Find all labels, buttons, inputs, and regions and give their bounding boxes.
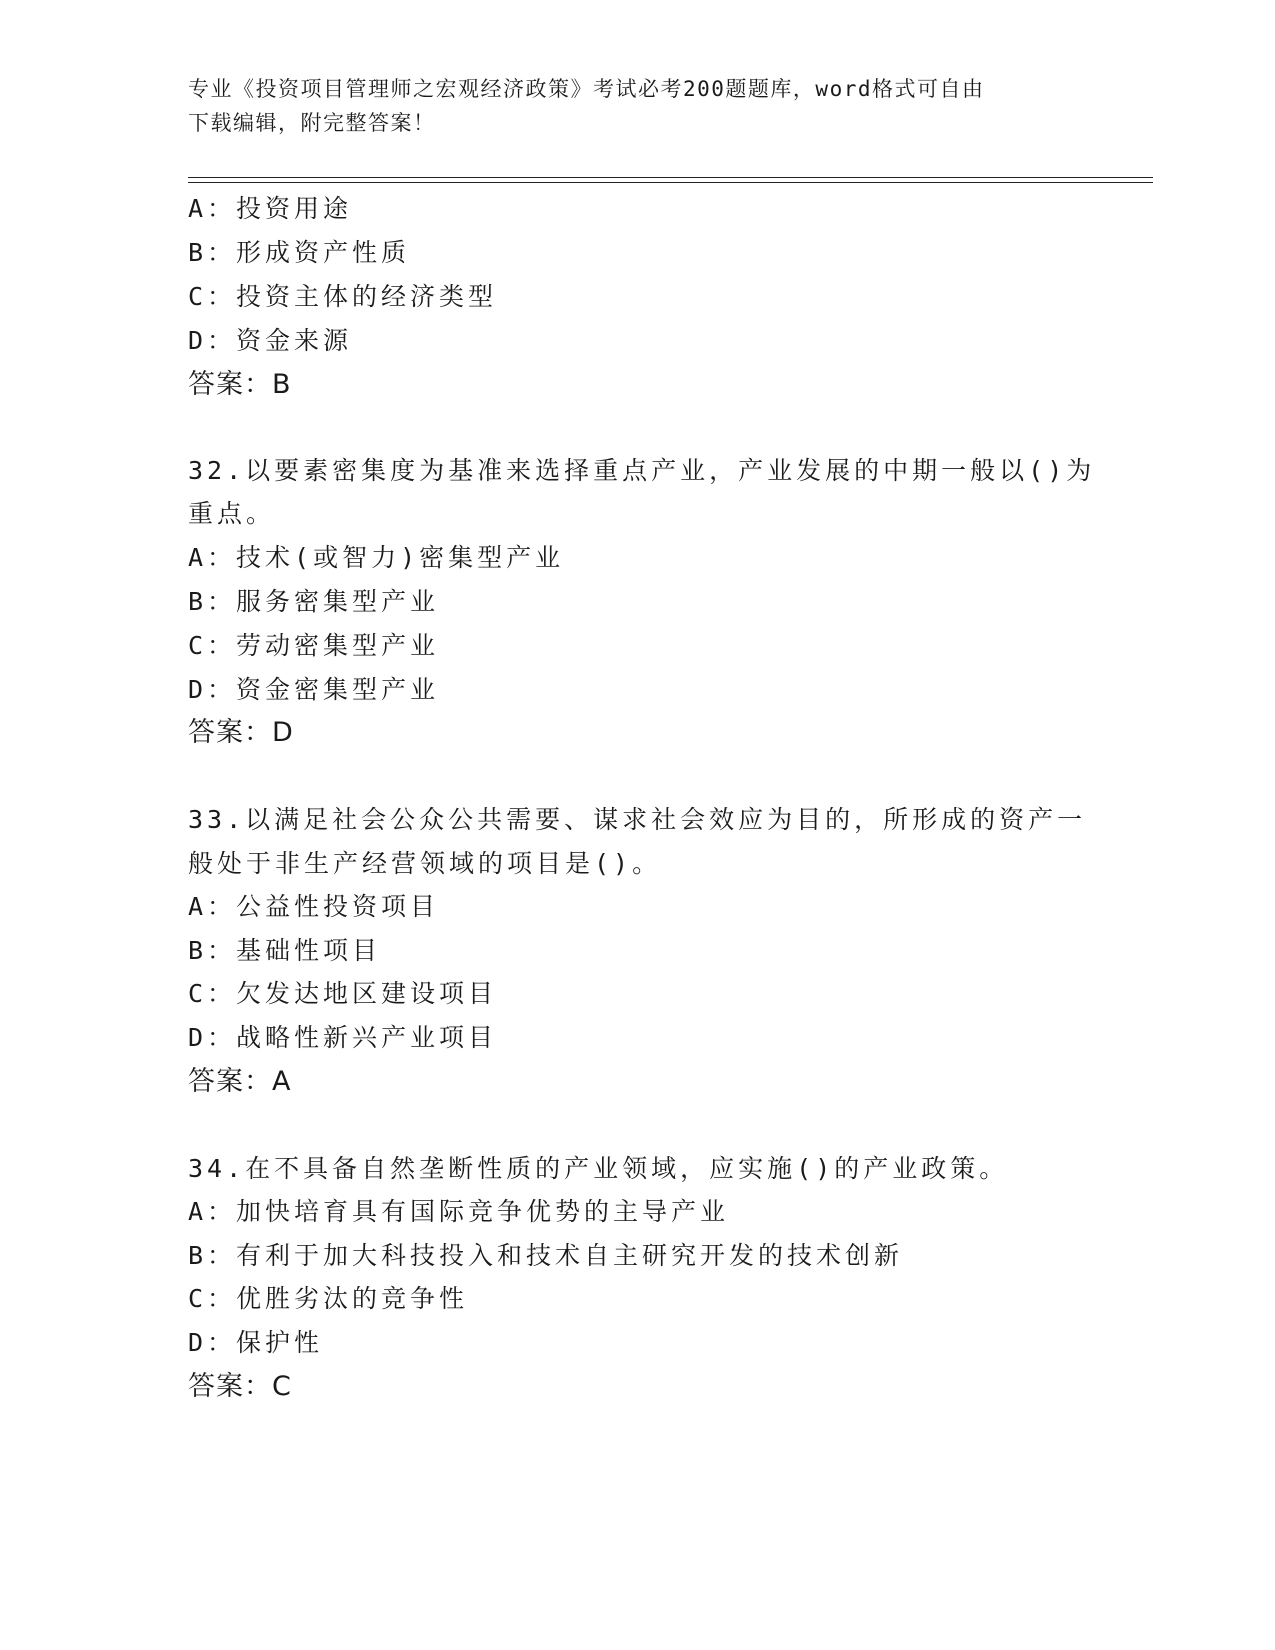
q33-answer: 答案：A [188, 1066, 292, 1097]
q33-option-b: B：基础性项目 [188, 936, 382, 965]
q31-option-d: D：资金来源 [188, 326, 353, 355]
q32-question-line-2: 重点。 [188, 499, 276, 528]
q34-option-a: A：加快培育具有国际竞争优势的主导产业 [188, 1197, 730, 1226]
document-header [188, 72, 1088, 140]
q34-option-c: C：优胜劣汰的竞争性 [188, 1284, 469, 1313]
q31-answer: 答案：B [188, 369, 292, 400]
q32-answer: 答案：D [188, 717, 294, 748]
q32-option-b: B：服务密集型产业 [188, 587, 440, 616]
q33-question-line-2: 般处于非生产经营领域的项目是()。 [188, 849, 662, 878]
q32-option-a: A：技术(或智力)密集型产业 [188, 543, 565, 572]
q34-option-d: D：保护性 [188, 1328, 324, 1357]
header-line-2: 下载编辑，附完整答案！ [188, 111, 436, 135]
q33-question-line-1: 33.以满足社会公众公共需要、谋求社会效应为目的，所形成的资产一 [188, 805, 1087, 834]
header-divider-bottom [188, 182, 1153, 183]
q33-option-c: C：欠发达地区建设项目 [188, 979, 498, 1008]
q33-option-a: A：公益性投资项目 [188, 892, 440, 921]
q32-option-d: D：资金密集型产业 [188, 675, 440, 704]
header-line-1: 专业《投资项目管理师之宏观经济政策》考试必考200题题库，word格式可自由 [188, 77, 985, 101]
q31-option-b: B：形成资产性质 [188, 238, 411, 267]
header-divider-top [188, 177, 1153, 178]
q32-question-line-1: 32.以要素密集度为基准来选择重点产业，产业发展的中期一般以()为 [188, 456, 1096, 485]
q34-question-line-1: 34.在不具备自然垄断性质的产业领域，应实施()的产业政策。 [188, 1154, 1009, 1183]
q34-answer: 答案：C [188, 1371, 292, 1402]
q31-option-a: A：投资用途 [188, 194, 353, 223]
q33-option-d: D：战略性新兴产业项目 [188, 1023, 498, 1052]
q34-option-b: B：有利于加大科技投入和技术自主研究开发的技术创新 [188, 1241, 904, 1270]
q31-option-c: C：投资主体的经济类型 [188, 282, 498, 311]
q32-option-c: C：劳动密集型产业 [188, 631, 440, 660]
